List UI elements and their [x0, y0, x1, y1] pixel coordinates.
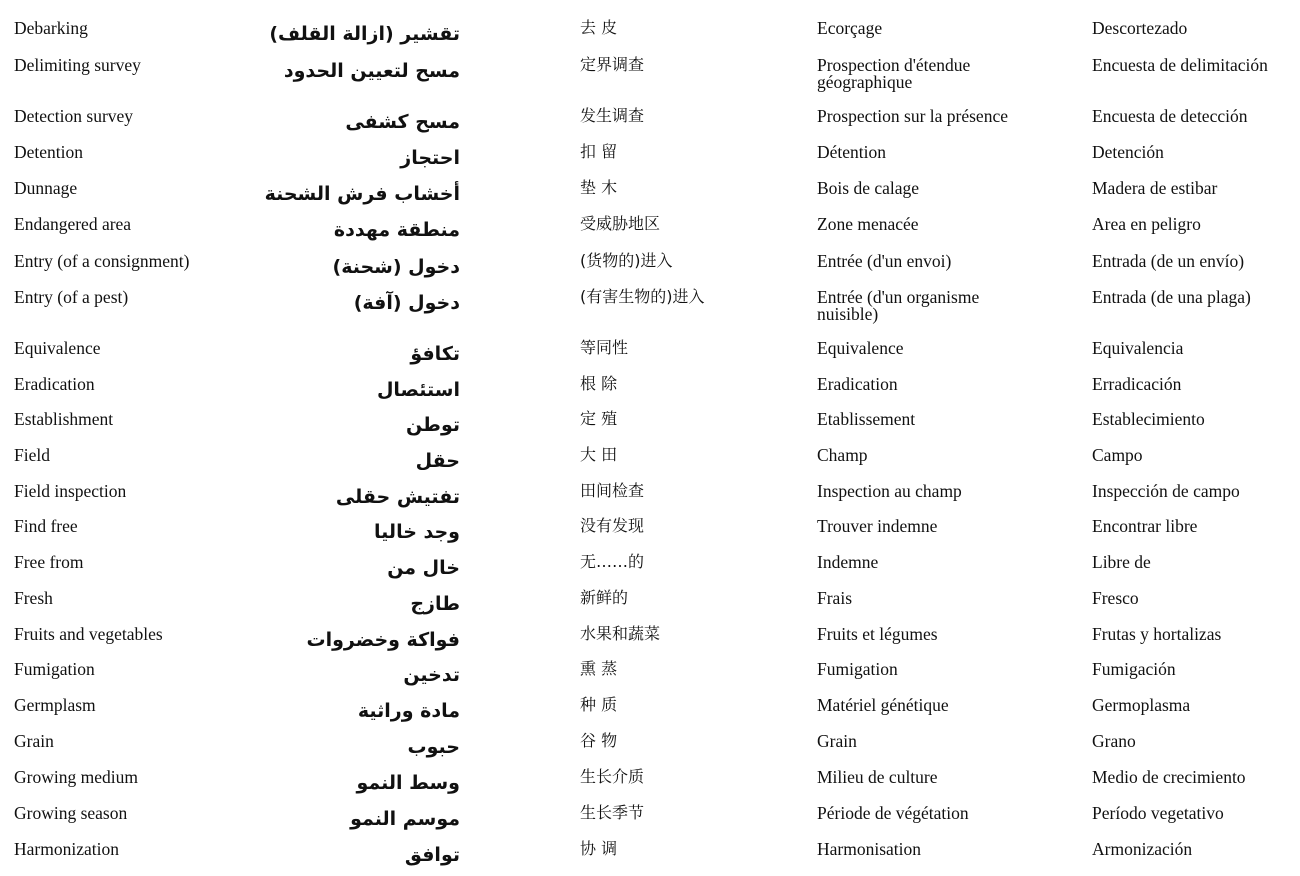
term-english: Establishment [14, 409, 114, 429]
glossary-row [0, 661, 1300, 695]
term-french: Eradication [817, 374, 898, 394]
term-french: Grain [817, 731, 857, 751]
term-spanish: Fumigación [1092, 659, 1176, 679]
glossary-row [0, 376, 1300, 410]
term-french: Entrée (d'un organisme nuisible) [817, 287, 980, 324]
term-english: Equivalence [14, 338, 101, 358]
term-spanish: Inspección de campo [1092, 481, 1240, 501]
term-spanish: Período vegetativo [1092, 803, 1224, 823]
glossary-row [0, 57, 1300, 91]
term-french: Milieu de culture [817, 767, 938, 787]
term-spanish: Libre de [1092, 552, 1151, 572]
term-arabic: خال من [387, 557, 460, 579]
term-spanish: Entrada (de una plaga) [1092, 287, 1251, 307]
term-arabic: تقشير (ازالة القلف) [269, 23, 460, 45]
term-arabic: تكافؤ [410, 343, 460, 365]
term-spanish: Armonización [1092, 839, 1193, 859]
term-arabic: توطن [405, 414, 460, 436]
term-french: Fruits et légumes [817, 624, 938, 644]
term-spanish: Equivalencia [1092, 338, 1184, 358]
glossary-row [0, 841, 1300, 875]
term-english: Harmonization [14, 839, 119, 859]
term-french: Prospection d'étendue géographique [817, 55, 971, 92]
term-chinese: 协 调 [580, 839, 618, 858]
glossary-row [0, 108, 1300, 142]
term-english: Debarking [14, 18, 88, 38]
glossary-row [0, 447, 1300, 481]
term-arabic: توافق [404, 844, 460, 866]
term-french: Détention [817, 142, 887, 162]
term-english: Delimiting survey [14, 55, 141, 75]
glossary-row [0, 20, 1300, 54]
glossary-row [0, 411, 1300, 445]
term-french: Entrée (d'un envoi) [817, 251, 952, 271]
term-arabic: أخشاب فرش الشحنة [264, 183, 460, 205]
term-chinese: (有害生物的)进入 [580, 287, 705, 306]
term-english: Fresh [14, 588, 53, 608]
glossary-row [0, 805, 1300, 839]
term-arabic: فواكة وخضروات [306, 629, 460, 651]
term-spanish: Erradicación [1092, 374, 1182, 394]
term-spanish: Grano [1092, 731, 1136, 751]
term-chinese: 发生调查 [580, 106, 645, 125]
term-chinese: 生长季节 [580, 803, 645, 822]
term-chinese: 去 皮 [580, 18, 618, 37]
term-spanish: Entrada (de un envío) [1092, 251, 1245, 271]
term-arabic: وجد خاليا [374, 521, 460, 543]
term-chinese: 谷 物 [580, 731, 618, 750]
term-english: Fumigation [14, 659, 95, 679]
term-english: Detection survey [14, 106, 134, 126]
term-french: Indemne [817, 552, 879, 572]
term-arabic: وسط النمو [356, 772, 460, 794]
term-chinese: 新鲜的 [580, 588, 629, 607]
term-english: Free from [14, 552, 84, 572]
term-arabic: تفتيش حقلى [335, 486, 460, 508]
term-french: Inspection au champ [817, 481, 962, 501]
term-french: Matériel génétique [817, 695, 949, 715]
term-chinese: 垫 木 [580, 178, 618, 197]
term-arabic: طازج [410, 593, 460, 615]
term-english: Grain [14, 731, 54, 751]
term-french: Etablissement [817, 409, 916, 429]
term-french: Fumigation [817, 659, 898, 679]
term-spanish: Campo [1092, 445, 1143, 465]
glossary-row [0, 626, 1300, 660]
term-arabic: دخول (شحنة) [332, 256, 460, 278]
term-chinese: 定界调查 [580, 55, 645, 74]
term-spanish: Encuesta de delimitación [1092, 55, 1268, 75]
term-chinese: 受威胁地区 [580, 214, 661, 233]
term-spanish: Encontrar libre [1092, 516, 1198, 536]
term-french: Trouver indemne [817, 516, 938, 536]
term-french: Zone menacée [817, 214, 919, 234]
term-arabic: حبوب [407, 736, 460, 758]
term-arabic: تدخين [403, 664, 460, 686]
glossary-row [0, 483, 1300, 517]
term-french: Harmonisation [817, 839, 922, 859]
term-english: Fruits and vegetables [14, 624, 163, 644]
term-english: Find free [14, 516, 78, 536]
glossary-row [0, 590, 1300, 624]
glossary-row [0, 289, 1300, 323]
term-english: Dunnage [14, 178, 78, 198]
glossary-row [0, 554, 1300, 588]
term-chinese: 水果和蔬菜 [580, 624, 661, 643]
term-french: Prospection sur la présence [817, 106, 1008, 126]
term-english: Field [14, 445, 50, 465]
glossary-row [0, 733, 1300, 767]
glossary-row [0, 253, 1300, 287]
term-chinese: 田间检查 [580, 481, 645, 500]
term-arabic: مادة وراثية [357, 700, 460, 722]
term-spanish: Germoplasma [1092, 695, 1191, 715]
glossary-row [0, 697, 1300, 731]
term-french: Frais [817, 588, 852, 608]
term-chinese: 扣 留 [580, 142, 618, 161]
glossary-row [0, 216, 1300, 250]
term-spanish: Fresco [1092, 588, 1139, 608]
term-spanish: Establecimiento [1092, 409, 1205, 429]
term-spanish: Madera de estibar [1092, 178, 1218, 198]
term-spanish: Detención [1092, 142, 1164, 162]
term-english: Growing medium [14, 767, 138, 787]
term-chinese: 大 田 [580, 445, 618, 464]
term-chinese: 根 除 [580, 374, 618, 393]
term-chinese: 定 殖 [580, 409, 618, 428]
term-arabic: منطقة مهددة [333, 219, 460, 241]
term-english: Entry (of a consignment) [14, 251, 190, 271]
term-french: Champ [817, 445, 868, 465]
term-spanish: Descortezado [1092, 18, 1188, 38]
term-spanish: Frutas y hortalizas [1092, 624, 1222, 644]
term-arabic: استئصال [376, 379, 460, 401]
term-english: Growing season [14, 803, 128, 823]
term-spanish: Encuesta de detección [1092, 106, 1248, 126]
term-english: Eradication [14, 374, 95, 394]
term-arabic: دخول (آفة) [353, 292, 460, 314]
term-arabic: حقل [415, 450, 460, 472]
term-english: Detention [14, 142, 84, 162]
term-french: Période de végétation [817, 803, 969, 823]
term-spanish: Area en peligro [1092, 214, 1201, 234]
term-english: Entry (of a pest) [14, 287, 129, 307]
term-chinese: 种 质 [580, 695, 618, 714]
term-arabic: موسم النمو [350, 808, 460, 830]
term-arabic: مسح لتعيين الحدود [283, 60, 460, 82]
term-chinese: 无……的 [580, 552, 645, 571]
term-chinese: 没有发现 [580, 516, 645, 535]
term-arabic: احتجاز [400, 147, 460, 169]
term-french: Bois de calage [817, 178, 920, 198]
term-english: Field inspection [14, 481, 127, 501]
glossary-row [0, 180, 1300, 214]
term-chinese: 生长介质 [580, 767, 645, 786]
term-english: Germplasm [14, 695, 96, 715]
glossary-row [0, 769, 1300, 803]
glossary-row [0, 144, 1300, 178]
term-spanish: Medio de crecimiento [1092, 767, 1246, 787]
glossary-row [0, 518, 1300, 552]
term-arabic: مسح كشفى [345, 111, 460, 133]
term-french: Ecorçage [817, 18, 883, 38]
term-chinese: 等同性 [580, 338, 629, 357]
term-english: Endangered area [14, 214, 132, 234]
term-chinese: 熏 蒸 [580, 659, 618, 678]
term-french: Equivalence [817, 338, 904, 358]
term-chinese: (货物的)进入 [580, 251, 673, 270]
glossary-row [0, 340, 1300, 374]
